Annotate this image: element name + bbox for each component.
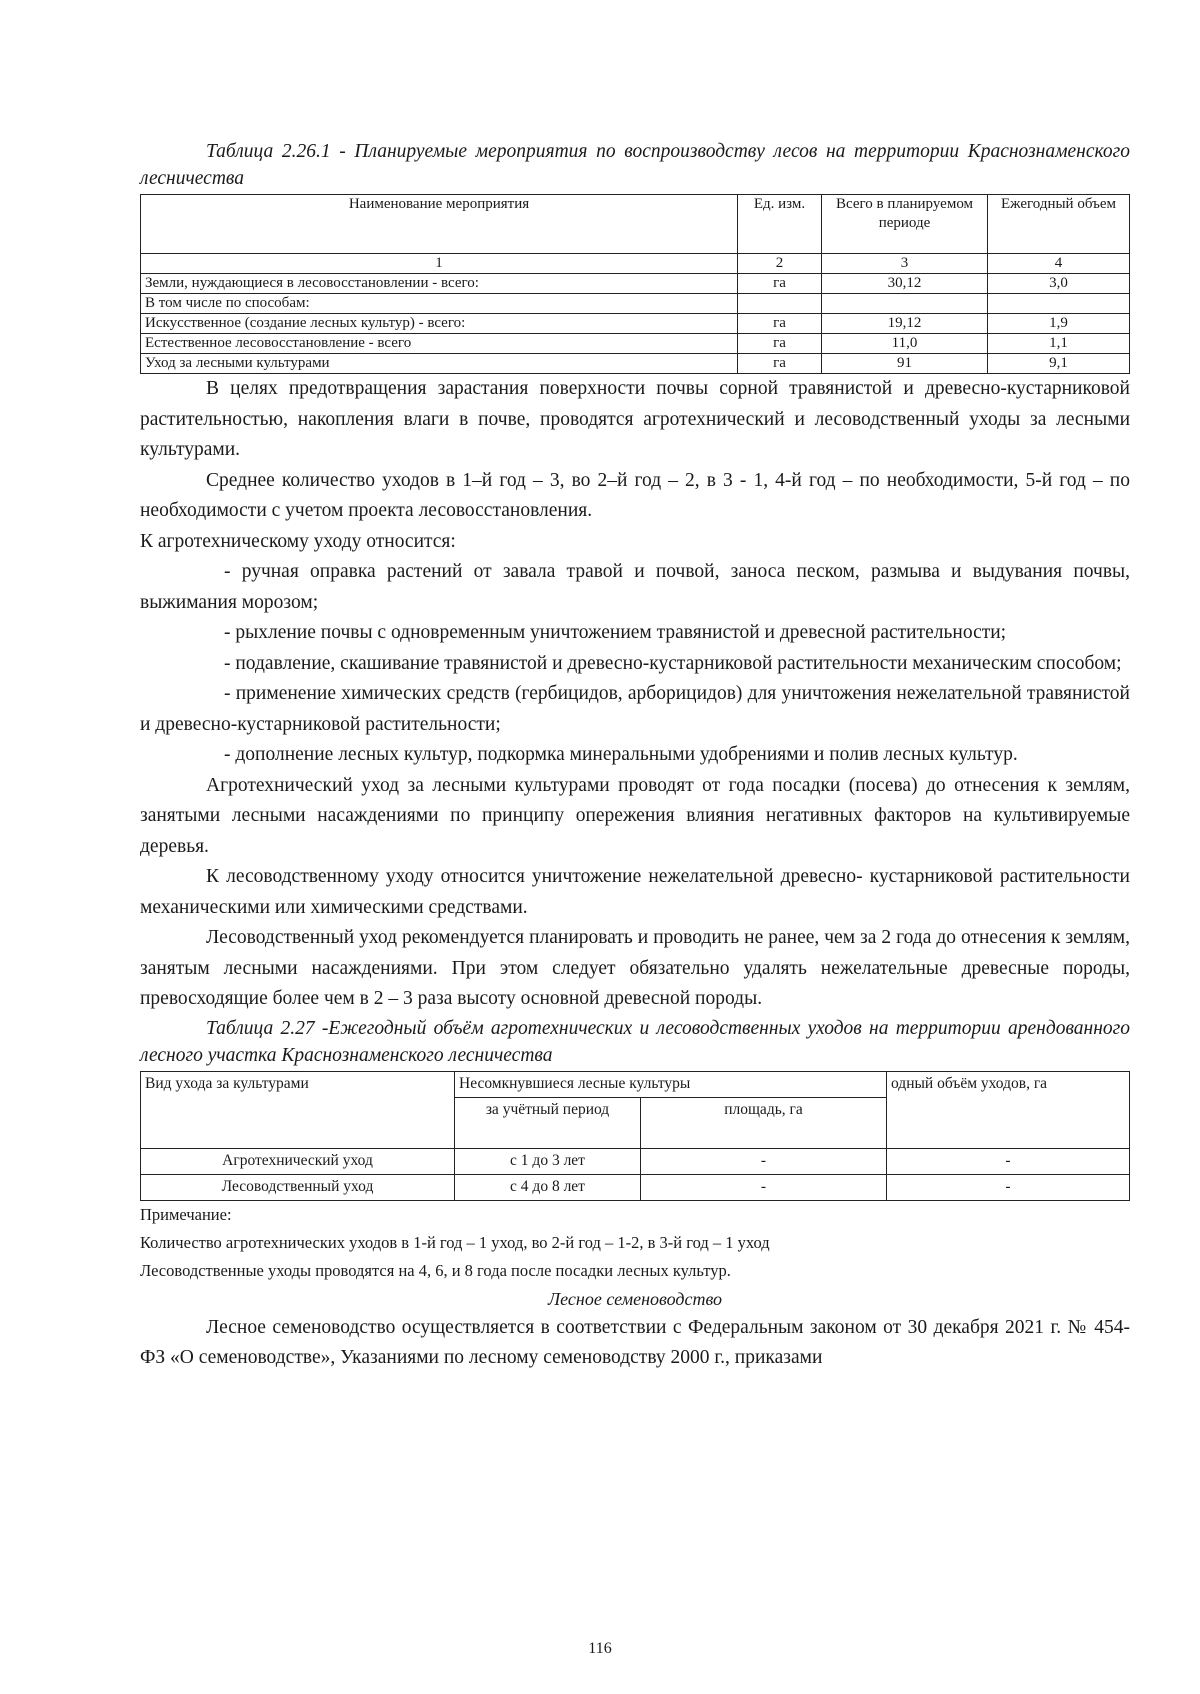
table1-cell-total: 30,12: [822, 274, 988, 294]
paragraph: К лесоводственному уходу относится уничтожение нежелательной древесно- кустарниковой растительности механическими или химическими средствами.: [140, 866, 1130, 918]
table1-cell-annual: [988, 294, 1130, 314]
paragraph: Лесное семеноводство осуществляется в соответствии с Федеральным законом от 30 декабря 2021 г. № 454-ФЗ «О семеноводстве», Указаниями по лесному семеноводству 2000 г., приказами: [140, 1316, 1130, 1368]
table1-cell-total: [822, 294, 988, 314]
list-item: - применение химических средств (гербицидов, арборицидов) для уничтожения нежелательной травянистой и древесно-кустарниковой растительности;: [140, 683, 1130, 735]
table2-cell-type: Лесоводственный уход: [141, 1174, 455, 1200]
table-row: [141, 314, 1130, 334]
table1-cell-unit: га: [738, 314, 822, 334]
table1-cell-unit: га: [738, 274, 822, 294]
table1-number-cell: 2: [738, 254, 822, 274]
table1-cell-name: В том числе по способам:: [141, 294, 738, 314]
list-item: - дополнение лесных культур, подкормка минеральными удобрениями и полив лесных культур.: [224, 744, 1018, 765]
list-item: - рыхление почвы с одновременным уничтожением травянистой и древесной растительности;: [224, 622, 1007, 643]
table1-number-row: [141, 254, 1130, 274]
paragraph: Агротехнический уход за лесными культурами проводят от года посадки (посева) до отнесения к землям, занятыми лесными насаждениями по принципу опережения влияния негативных факторов на культивируемые деревья.: [140, 774, 1130, 857]
table-row: [141, 354, 1130, 374]
table1-cell-unit: га: [738, 334, 822, 354]
table1-cell-total: 91: [822, 354, 988, 374]
table1-cell-annual: 9,1: [988, 354, 1130, 374]
table1-cell-total: 19,12: [822, 314, 988, 334]
table2-cell-type: Агротехнический уход: [141, 1148, 455, 1174]
list-item: - подавление, скашивание травянистой и древесно-кустарниковой растительности механическим способом;: [224, 652, 1122, 674]
table2-cell-period: с 4 до 8 лет: [455, 1174, 641, 1200]
table2-cell-period: с 1 до 3 лет: [455, 1148, 641, 1174]
table1-caption: Таблица 2.26.1 - Планируемые мероприятия по воспроизводству лесов на территории Краснознаменского лесничества: [140, 141, 1130, 189]
table2-caption: Таблица 2.27 -Ежегодный объём агротехнических и лесоводственных уходов на территории арендованного лесного участка Краснознаменского лесничества: [140, 1017, 1130, 1066]
table1-cell-name: Естественное лесовосстановление - всего: [141, 334, 738, 354]
table2-header-volume: одный объём уходов, га: [887, 1071, 1130, 1148]
table1-cell-annual: 3,0: [988, 274, 1130, 294]
table-row: [141, 274, 1130, 294]
table1-cell-unit: [738, 294, 822, 314]
table2-cell-area: -: [641, 1174, 887, 1200]
paragraph: Лесоводственный уход рекомендуется планировать и проводить не ранее, чем за 2 года до отнесения к землям, занятым лесными насаждениями. При этом следует обязательно удалять нежелательные древесные породы, превосходящие более чем в 2 – 3 раза высоту основной древесной породы.: [140, 927, 1130, 1009]
table2-cell-volume: -: [887, 1148, 1130, 1174]
document-page: [140, 138, 1130, 1374]
table1-header-name: Наименование мероприятия: [141, 195, 738, 254]
table-row: [141, 334, 1130, 354]
paragraph: Среднее количество уходов в 1–й год – 3, во 2–й год – 2, в 3 - 1, 4-й год – по необходимости, 5-й год – по необходимости с учетом проекта лесовосстановления.: [140, 469, 1130, 521]
table2-header-row: [141, 1071, 1130, 1097]
note-line: Лесоводственные уходы проводятся на 4, 6, и 8 года после посадки лесных культур.: [140, 1260, 731, 1280]
table1-cell-name: Земли, нуждающиеся в лесовосстановлении - всего:: [141, 274, 738, 294]
table2-cell-volume: -: [887, 1174, 1130, 1200]
table-reforestation-plan: [140, 194, 1130, 374]
table1-cell-annual: 1,1: [988, 334, 1130, 354]
table1-number-cell: 3: [822, 254, 988, 274]
paragraph: В целях предотвращения зарастания поверхности почвы сорной травянистой и древесно-кустарниковой растительностью, накопления влаги в почве, проводятся агротехнический и лесоводственный уходы за лесными культурами.: [140, 378, 1130, 460]
page-number: 116: [588, 1640, 612, 1657]
table-care-volume: [140, 1071, 1130, 1201]
table2-header-period: за учётный период: [455, 1097, 641, 1148]
table2-header-area: площадь, га: [641, 1097, 887, 1148]
table1-header-total: Всего в планируемом периоде: [822, 195, 988, 254]
table1-header-unit: Ед. изм.: [738, 195, 822, 254]
section-title: Лесное семеноводство: [547, 1288, 723, 1309]
table2-cell-area: -: [641, 1148, 887, 1174]
paragraph: К агротехническому уходу относится:: [140, 530, 456, 552]
table1-number-cell: 4: [988, 254, 1130, 274]
table-row: [141, 1174, 1130, 1200]
table1-cell-unit: га: [738, 354, 822, 374]
note-label: Примечание:: [140, 1204, 232, 1224]
table2-header-type: Вид ухода за культурами: [141, 1071, 455, 1148]
note-line: Количество агротехнических уходов в 1-й год – 1 уход, во 2-й год – 1-2, в 3-й год – 1 уход: [140, 1232, 770, 1252]
table1-cell-annual: 1,9: [988, 314, 1130, 334]
table-row: [141, 1148, 1130, 1174]
table1-cell-name: Искусственное (создание лесных культур) - всего:: [141, 314, 738, 334]
table-row: [141, 294, 1130, 314]
table1-cell-total: 11,0: [822, 334, 988, 354]
table1-number-cell: 1: [141, 254, 738, 274]
list-item: - ручная оправка растений от завала травой и почвой, заноса песком, размыва и выдувания почвы, выжимания морозом;: [140, 561, 1130, 613]
table1-header-annual: Ежегодный объем: [988, 195, 1130, 254]
table1-cell-name: Уход за лесными культурами: [141, 354, 738, 374]
table2-header-cultures: Несомкнувшиеся лесные культуры: [455, 1071, 887, 1097]
table1-header-row: [141, 195, 1130, 254]
